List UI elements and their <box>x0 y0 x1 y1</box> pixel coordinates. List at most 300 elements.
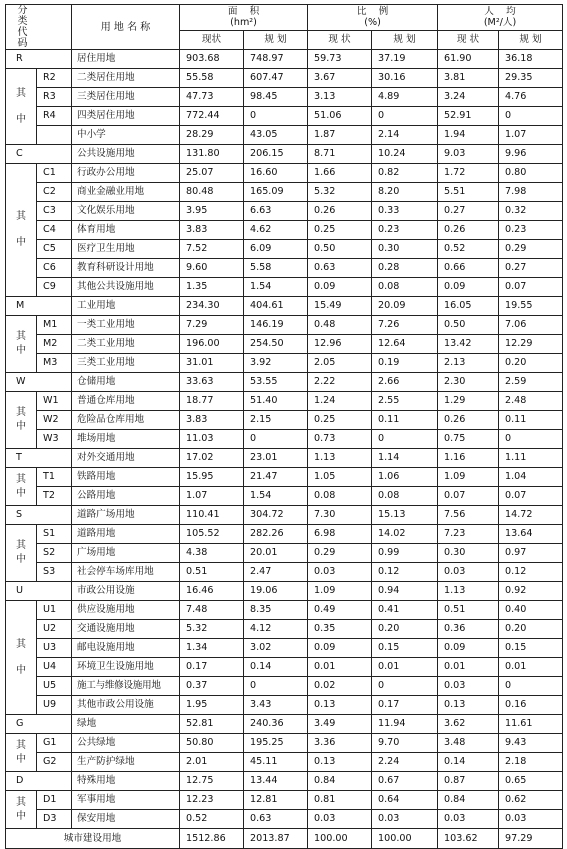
area-planned-value: 53.55 <box>244 373 308 392</box>
subcategory-code: W3 <box>37 430 72 449</box>
header-code-text: 分类代码 <box>17 5 28 49</box>
table-row <box>6 50 563 69</box>
per-capita-current-value: 7.56 <box>438 506 499 525</box>
subcategory-code: D1 <box>37 791 72 810</box>
per-capita-planned-value: 0.15 <box>499 639 563 658</box>
area-planned-value: 0.14 <box>244 658 308 677</box>
qizhong-text: 其中 <box>16 473 26 499</box>
subcategory-code: M1 <box>37 316 72 335</box>
land-use-name: 施工与维修设施用地 <box>72 677 180 696</box>
per-capita-planned-value: 4.76 <box>499 88 563 107</box>
area-current-value: 7.52 <box>180 240 244 259</box>
table-row <box>6 696 563 715</box>
total-area-current-value: 1512.86 <box>180 829 244 849</box>
area-planned-value: 12.81 <box>244 791 308 810</box>
area-planned-value: 1.54 <box>244 487 308 506</box>
ratio-planned-value: 0.08 <box>372 278 438 297</box>
qizhong-text: 其中 <box>16 638 26 676</box>
ratio-planned-value: 0.12 <box>372 563 438 582</box>
ratio-current-value: 0.35 <box>308 620 372 639</box>
qizhong-cell <box>6 392 37 449</box>
area-current-value: 105.52 <box>180 525 244 544</box>
per-capita-planned-value: 0.01 <box>499 658 563 677</box>
land-use-name: 环境卫生设施用地 <box>72 658 180 677</box>
area-current-value: 80.48 <box>180 183 244 202</box>
area-current-value: 50.80 <box>180 734 244 753</box>
land-use-name: 商业金融业用地 <box>72 183 180 202</box>
ratio-planned-value: 0.11 <box>372 411 438 430</box>
table-row <box>6 715 563 734</box>
per-capita-current-value: 0.51 <box>438 601 499 620</box>
ratio-current-value: 1.66 <box>308 164 372 183</box>
ratio-current-value: 0.25 <box>308 221 372 240</box>
subcategory-code: C5 <box>37 240 72 259</box>
ratio-planned-value: 0 <box>372 677 438 696</box>
table-row <box>6 544 563 563</box>
ratio-current-value: 2.22 <box>308 373 372 392</box>
header-per-capita-current: 现 状 <box>438 30 499 49</box>
land-use-name: 行政办公用地 <box>72 164 180 183</box>
qizhong-cell <box>6 525 37 582</box>
land-use-name: 对外交通用地 <box>72 449 180 468</box>
area-planned-value: 3.43 <box>244 696 308 715</box>
per-capita-planned-value: 0.32 <box>499 202 563 221</box>
area-planned-value: 3.92 <box>244 354 308 373</box>
land-use-name: 公路用地 <box>72 487 180 506</box>
ratio-planned-value: 0.82 <box>372 164 438 183</box>
category-code: C <box>6 145 72 164</box>
land-use-name: 三类居住用地 <box>72 88 180 107</box>
land-use-name: 中小学 <box>72 126 180 145</box>
per-capita-current-value: 0.03 <box>438 563 499 582</box>
per-capita-current-value: 13.42 <box>438 335 499 354</box>
ratio-planned-value: 0.28 <box>372 259 438 278</box>
ratio-current-value: 3.13 <box>308 88 372 107</box>
area-current-value: 28.29 <box>180 126 244 145</box>
ratio-current-value: 0.03 <box>308 810 372 829</box>
area-current-value: 7.48 <box>180 601 244 620</box>
land-use-name: 特殊用地 <box>72 772 180 791</box>
table-row <box>6 107 563 126</box>
land-use-name: 二类居住用地 <box>72 69 180 88</box>
qizhong-text: 其中 <box>16 87 26 125</box>
table-row <box>6 487 563 506</box>
land-use-name: 保安用地 <box>72 810 180 829</box>
ratio-planned-value: 0.94 <box>372 582 438 601</box>
table-row <box>6 164 563 183</box>
per-capita-planned-value: 0 <box>499 107 563 126</box>
area-current-value: 2.01 <box>180 753 244 772</box>
ratio-planned-value: 11.94 <box>372 715 438 734</box>
table-row <box>6 145 563 164</box>
table-row <box>6 753 563 772</box>
per-capita-current-value: 0.09 <box>438 278 499 297</box>
area-planned-value: 43.05 <box>244 126 308 145</box>
per-capita-planned-value: 0.20 <box>499 620 563 639</box>
ratio-current-value: 0.26 <box>308 202 372 221</box>
ratio-planned-value: 37.19 <box>372 50 438 69</box>
per-capita-current-value: 0.26 <box>438 221 499 240</box>
land-use-name: 危险品仓库用地 <box>72 411 180 430</box>
per-capita-current-value: 0.13 <box>438 696 499 715</box>
area-planned-value: 206.15 <box>244 145 308 164</box>
header-ratio-current: 现 状 <box>308 30 372 49</box>
subcategory-code: U3 <box>37 639 72 658</box>
total-ratio-current-value: 100.00 <box>308 829 372 849</box>
area-planned-value: 146.19 <box>244 316 308 335</box>
land-use-name: 公共设施用地 <box>72 145 180 164</box>
per-capita-current-value: 1.94 <box>438 126 499 145</box>
ratio-planned-value: 7.26 <box>372 316 438 335</box>
area-planned-value: 165.09 <box>244 183 308 202</box>
land-use-name: 社会停车场库用地 <box>72 563 180 582</box>
ratio-current-value: 0.08 <box>308 487 372 506</box>
land-use-name: 居住用地 <box>72 50 180 69</box>
area-planned-value: 6.63 <box>244 202 308 221</box>
area-current-value: 0.51 <box>180 563 244 582</box>
area-planned-value: 240.36 <box>244 715 308 734</box>
per-capita-current-value: 0.50 <box>438 316 499 335</box>
area-current-value: 11.03 <box>180 430 244 449</box>
ratio-current-value: 0.50 <box>308 240 372 259</box>
per-capita-planned-value: 0.07 <box>499 278 563 297</box>
area-planned-value: 3.02 <box>244 639 308 658</box>
area-planned-value: 5.58 <box>244 259 308 278</box>
land-use-name: 军事用地 <box>72 791 180 810</box>
table-row <box>6 525 563 544</box>
category-code: W <box>6 373 72 392</box>
per-capita-current-value: 0.84 <box>438 791 499 810</box>
table-row <box>6 411 563 430</box>
area-planned-value: 0 <box>244 430 308 449</box>
ratio-planned-value: 15.13 <box>372 506 438 525</box>
land-use-name: 道路用地 <box>72 525 180 544</box>
total-area-planned-value: 2013.87 <box>244 829 308 849</box>
qizhong-cell <box>6 734 37 772</box>
subcategory-code: R3 <box>37 88 72 107</box>
total-ratio-planned-value: 100.00 <box>372 829 438 849</box>
ratio-current-value: 0.02 <box>308 677 372 696</box>
area-planned-value: 45.11 <box>244 753 308 772</box>
subcategory-code: S1 <box>37 525 72 544</box>
per-capita-planned-value: 0.27 <box>499 259 563 278</box>
ratio-planned-value: 0.20 <box>372 620 438 639</box>
area-current-value: 15.95 <box>180 468 244 487</box>
area-planned-value: 404.61 <box>244 297 308 316</box>
per-capita-planned-value: 19.55 <box>499 297 563 316</box>
land-use-name: 广场用地 <box>72 544 180 563</box>
ratio-current-value: 1.13 <box>308 449 372 468</box>
land-use-table-container <box>5 4 562 849</box>
area-current-value: 131.80 <box>180 145 244 164</box>
ratio-current-value: 2.05 <box>308 354 372 373</box>
subcategory-code: S3 <box>37 563 72 582</box>
ratio-current-value: 0.25 <box>308 411 372 430</box>
ratio-planned-value: 0.30 <box>372 240 438 259</box>
header-area-label: 面 积 <box>227 6 260 18</box>
ratio-planned-value: 0.67 <box>372 772 438 791</box>
header-ratio-label: 比 例 <box>356 6 389 18</box>
per-capita-current-value: 1.72 <box>438 164 499 183</box>
per-capita-planned-value: 0.62 <box>499 791 563 810</box>
ratio-planned-value: 8.20 <box>372 183 438 202</box>
land-use-name: 文化娱乐用地 <box>72 202 180 221</box>
total-row <box>6 829 563 849</box>
qizhong-cell <box>6 316 37 373</box>
area-current-value: 1.95 <box>180 696 244 715</box>
ratio-planned-value: 12.64 <box>372 335 438 354</box>
category-code: G <box>6 715 72 734</box>
category-code: S <box>6 506 72 525</box>
table-row <box>6 734 563 753</box>
ratio-current-value: 0.09 <box>308 278 372 297</box>
per-capita-current-value: 61.90 <box>438 50 499 69</box>
ratio-current-value: 0.29 <box>308 544 372 563</box>
category-code: D <box>6 772 72 791</box>
per-capita-current-value: 0.26 <box>438 411 499 430</box>
table-row <box>6 88 563 107</box>
area-planned-value: 8.35 <box>244 601 308 620</box>
ratio-planned-value: 0 <box>372 430 438 449</box>
ratio-planned-value: 0.15 <box>372 639 438 658</box>
ratio-planned-value: 0.99 <box>372 544 438 563</box>
per-capita-planned-value: 0.11 <box>499 411 563 430</box>
per-capita-planned-value: 9.96 <box>499 145 563 164</box>
per-capita-planned-value: 2.59 <box>499 373 563 392</box>
per-capita-current-value: 9.03 <box>438 145 499 164</box>
area-current-value: 196.00 <box>180 335 244 354</box>
table-row <box>6 316 563 335</box>
land-use-name: 道路广场用地 <box>72 506 180 525</box>
header-area <box>180 5 308 31</box>
land-use-name: 邮电设施用地 <box>72 639 180 658</box>
per-capita-planned-value: 13.64 <box>499 525 563 544</box>
area-current-value: 47.73 <box>180 88 244 107</box>
subcategory-code: C9 <box>37 278 72 297</box>
ratio-current-value: 0.63 <box>308 259 372 278</box>
table-row <box>6 373 563 392</box>
per-capita-planned-value: 7.98 <box>499 183 563 202</box>
ratio-planned-value: 0 <box>372 107 438 126</box>
area-current-value: 1.07 <box>180 487 244 506</box>
header-ratio-unit: (%) <box>364 17 381 29</box>
per-capita-current-value: 1.16 <box>438 449 499 468</box>
ratio-planned-value: 0.19 <box>372 354 438 373</box>
area-current-value: 3.83 <box>180 411 244 430</box>
per-capita-planned-value: 0.29 <box>499 240 563 259</box>
ratio-planned-value: 0.33 <box>372 202 438 221</box>
ratio-current-value: 12.96 <box>308 335 372 354</box>
area-current-value: 33.63 <box>180 373 244 392</box>
subcategory-code: G2 <box>37 753 72 772</box>
subcategory-code: R2 <box>37 69 72 88</box>
per-capita-current-value: 3.62 <box>438 715 499 734</box>
qizhong-text: 其中 <box>16 796 26 822</box>
area-planned-value: 51.40 <box>244 392 308 411</box>
per-capita-current-value: 0.30 <box>438 544 499 563</box>
ratio-planned-value: 4.89 <box>372 88 438 107</box>
subcategory-code: M2 <box>37 335 72 354</box>
ratio-current-value: 7.30 <box>308 506 372 525</box>
land-use-name: 普通仓库用地 <box>72 392 180 411</box>
area-current-value: 9.60 <box>180 259 244 278</box>
ratio-planned-value: 0.01 <box>372 658 438 677</box>
ratio-planned-value: 2.24 <box>372 753 438 772</box>
ratio-current-value: 6.98 <box>308 525 372 544</box>
land-use-name: 生产防护绿地 <box>72 753 180 772</box>
ratio-planned-value: 30.16 <box>372 69 438 88</box>
ratio-current-value: 0.48 <box>308 316 372 335</box>
ratio-current-value: 3.36 <box>308 734 372 753</box>
table-row <box>6 677 563 696</box>
area-current-value: 3.83 <box>180 221 244 240</box>
area-planned-value: 607.47 <box>244 69 308 88</box>
category-code: T <box>6 449 72 468</box>
ratio-planned-value: 0.64 <box>372 791 438 810</box>
ratio-current-value: 59.73 <box>308 50 372 69</box>
area-planned-value: 0 <box>244 677 308 696</box>
qizhong-text: 其中 <box>16 211 26 248</box>
ratio-current-value: 51.06 <box>308 107 372 126</box>
table-row <box>6 810 563 829</box>
per-capita-planned-value: 29.35 <box>499 69 563 88</box>
subcategory-code <box>37 126 72 145</box>
area-current-value: 110.41 <box>180 506 244 525</box>
per-capita-current-value: 0.27 <box>438 202 499 221</box>
subcategory-code: U5 <box>37 677 72 696</box>
per-capita-current-value: 0.01 <box>438 658 499 677</box>
land-use-name: 教育科研设计用地 <box>72 259 180 278</box>
area-planned-value: 0 <box>244 107 308 126</box>
per-capita-planned-value: 1.11 <box>499 449 563 468</box>
land-use-name: 工业用地 <box>72 297 180 316</box>
area-current-value: 12.23 <box>180 791 244 810</box>
per-capita-current-value: 7.23 <box>438 525 499 544</box>
area-planned-value: 98.45 <box>244 88 308 107</box>
area-current-value: 17.02 <box>180 449 244 468</box>
land-use-name: 四类居住用地 <box>72 107 180 126</box>
subcategory-code: U2 <box>37 620 72 639</box>
ratio-current-value: 0.81 <box>308 791 372 810</box>
ratio-planned-value: 2.14 <box>372 126 438 145</box>
land-use-name: 体育用地 <box>72 221 180 240</box>
category-code: M <box>6 297 72 316</box>
ratio-current-value: 5.32 <box>308 183 372 202</box>
ratio-current-value: 3.49 <box>308 715 372 734</box>
ratio-current-value: 0.73 <box>308 430 372 449</box>
area-planned-value: 748.97 <box>244 50 308 69</box>
per-capita-current-value: 52.91 <box>438 107 499 126</box>
subcategory-code: G1 <box>37 734 72 753</box>
table-row <box>6 392 563 411</box>
area-planned-value: 0.63 <box>244 810 308 829</box>
per-capita-current-value: 0.03 <box>438 810 499 829</box>
per-capita-current-value: 1.13 <box>438 582 499 601</box>
ratio-current-value: 1.87 <box>308 126 372 145</box>
per-capita-planned-value: 0 <box>499 430 563 449</box>
qizhong-cell <box>6 164 37 297</box>
ratio-current-value: 1.09 <box>308 582 372 601</box>
ratio-planned-value: 20.09 <box>372 297 438 316</box>
land-use-name: 其他市政公用设施 <box>72 696 180 715</box>
area-planned-value: 304.72 <box>244 506 308 525</box>
area-planned-value: 21.47 <box>244 468 308 487</box>
table-row <box>6 430 563 449</box>
table-row <box>6 449 563 468</box>
header-per-capita-unit: (M²/人) <box>483 17 517 29</box>
subcategory-code: C6 <box>37 259 72 278</box>
area-planned-value: 2.47 <box>244 563 308 582</box>
ratio-current-value: 0.49 <box>308 601 372 620</box>
per-capita-current-value: 0.09 <box>438 639 499 658</box>
header-code <box>6 5 72 50</box>
land-use-name: 其他公共设施用地 <box>72 278 180 297</box>
table-row <box>6 791 563 810</box>
area-planned-value: 6.09 <box>244 240 308 259</box>
ratio-current-value: 0.13 <box>308 696 372 715</box>
per-capita-planned-value: 0.23 <box>499 221 563 240</box>
per-capita-planned-value: 14.72 <box>499 506 563 525</box>
per-capita-planned-value: 0.40 <box>499 601 563 620</box>
table-row <box>6 658 563 677</box>
per-capita-current-value: 2.30 <box>438 373 499 392</box>
land-use-balance-table <box>5 4 563 849</box>
ratio-planned-value: 0.03 <box>372 810 438 829</box>
land-use-name: 仓储用地 <box>72 373 180 392</box>
subcategory-code: U4 <box>37 658 72 677</box>
table-row <box>6 240 563 259</box>
area-current-value: 12.75 <box>180 772 244 791</box>
subcategory-code: W1 <box>37 392 72 411</box>
area-planned-value: 19.06 <box>244 582 308 601</box>
per-capita-current-value: 0.03 <box>438 677 499 696</box>
area-current-value: 31.01 <box>180 354 244 373</box>
table-row <box>6 126 563 145</box>
area-planned-value: 282.26 <box>244 525 308 544</box>
table-row <box>6 297 563 316</box>
qizhong-text: 其中 <box>16 739 26 765</box>
per-capita-planned-value: 0.65 <box>499 772 563 791</box>
ratio-planned-value: 0.17 <box>372 696 438 715</box>
area-planned-value: 13.44 <box>244 772 308 791</box>
area-current-value: 903.68 <box>180 50 244 69</box>
ratio-current-value: 3.67 <box>308 69 372 88</box>
per-capita-current-value: 0.52 <box>438 240 499 259</box>
ratio-current-value: 0.03 <box>308 563 372 582</box>
qizhong-text: 其中 <box>16 407 26 432</box>
subcategory-code: W2 <box>37 411 72 430</box>
per-capita-current-value: 16.05 <box>438 297 499 316</box>
ratio-planned-value: 9.70 <box>372 734 438 753</box>
per-capita-planned-value: 2.48 <box>499 392 563 411</box>
per-capita-planned-value: 0.97 <box>499 544 563 563</box>
land-use-name: 医疗卫生用地 <box>72 240 180 259</box>
area-current-value: 0.37 <box>180 677 244 696</box>
ratio-planned-value: 0.41 <box>372 601 438 620</box>
subcategory-code: T1 <box>37 468 72 487</box>
area-current-value: 55.58 <box>180 69 244 88</box>
area-current-value: 5.32 <box>180 620 244 639</box>
per-capita-planned-value: 7.06 <box>499 316 563 335</box>
table-row <box>6 202 563 221</box>
area-planned-value: 4.62 <box>244 221 308 240</box>
qizhong-text: 其中 <box>16 331 26 356</box>
table-row <box>6 601 563 620</box>
per-capita-current-value: 0.07 <box>438 487 499 506</box>
area-current-value: 1.35 <box>180 278 244 297</box>
ratio-planned-value: 1.06 <box>372 468 438 487</box>
table-row <box>6 221 563 240</box>
